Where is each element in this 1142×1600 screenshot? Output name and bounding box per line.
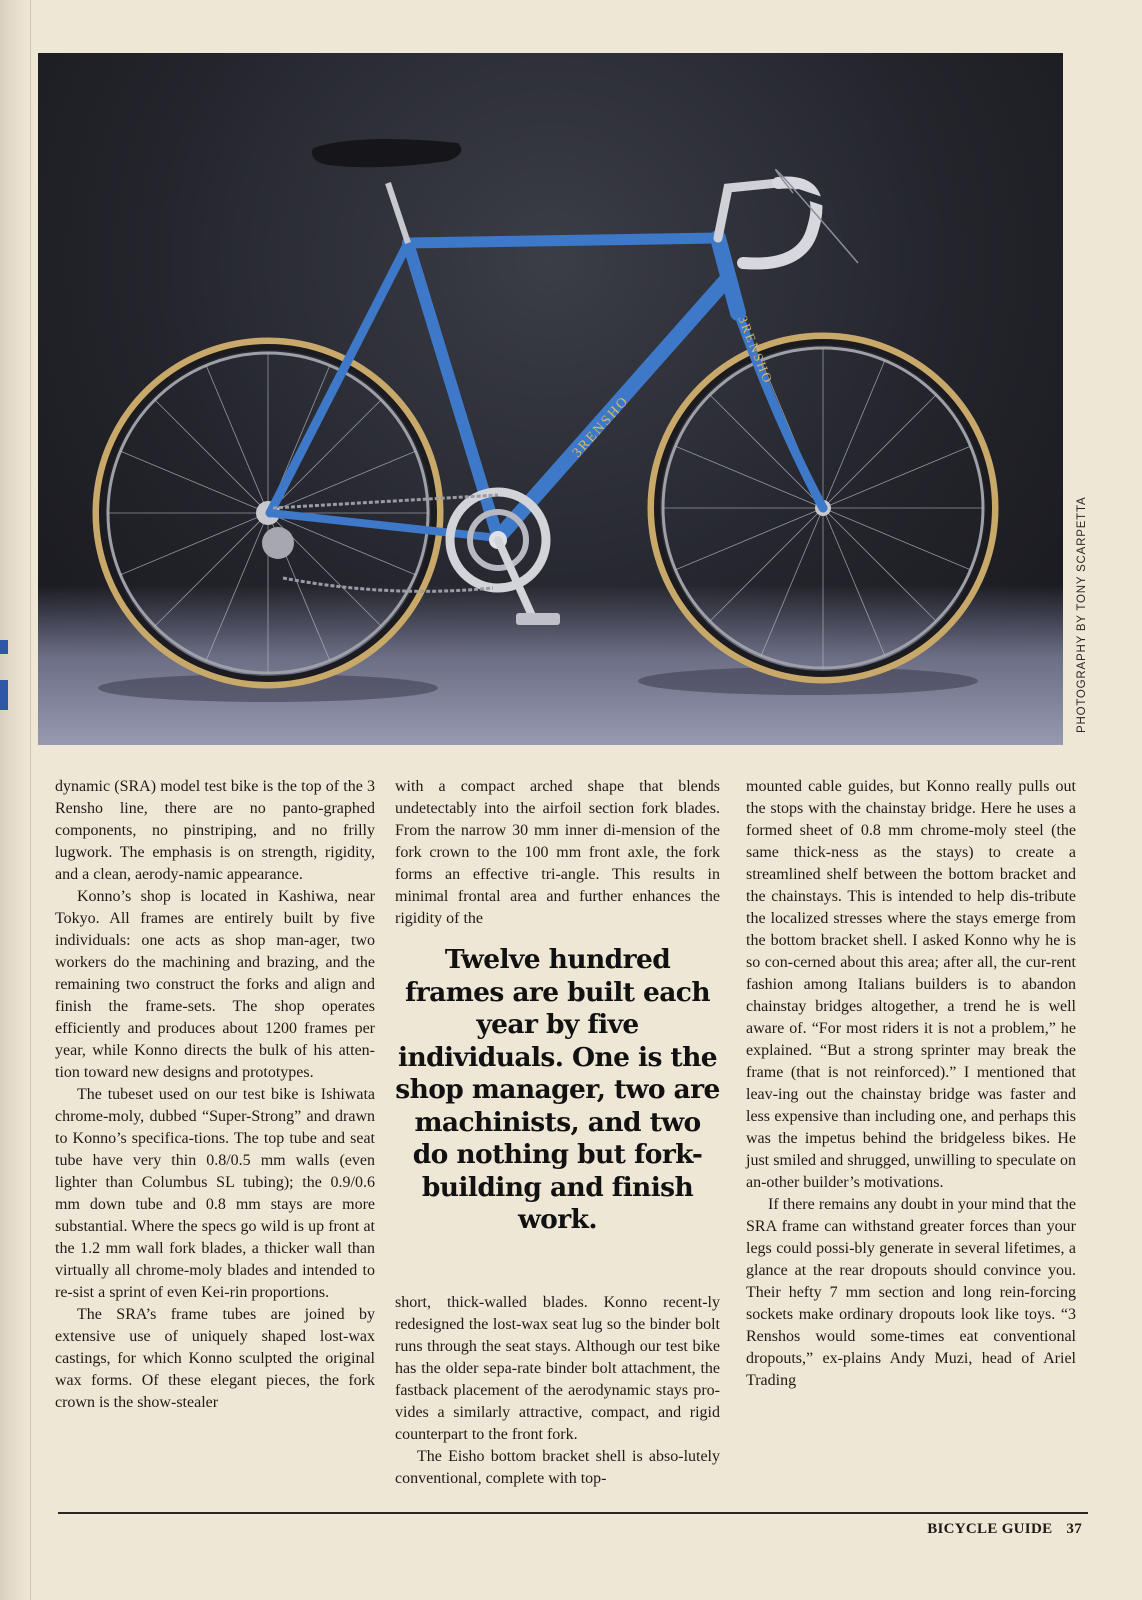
paragraph: mounted cable guides, but Konno really pulls out the stops with the chainstay bridge. Here he uses a formed sheet of 0.8 mm chrome-moly steel (the same thick-ness as the stays) to create a streamlined shelf between the bottom bracket and the chainstays. This is intended to help dis-tribute the localized stresses where the stays emerge from the bottom bracket shell. I asked Konno why he is so con-cerned about this area; after all, the cur-rent fashion among Italians builders is to abandon chainstay bridges altogether, a trend he is well aware of. “For most riders it is not a problem,” he explained. “But a strong sprinter may break the frame (that is not reinforced).” I mentioned that leav-ing out the chainstay bridge was faster and less expensive than including one, and perhaps this was the impetus behind the bridgeless bikes. He just smiled and shrugged, unwilling to speculate on an-other builder’s motivations. xyxy=(746,778,1076,1191)
gutter-mark xyxy=(0,680,8,710)
paragraph: short, thick-walled blades. Konno recent-ly redesigned the lost-wax seat lug so the binder bolt runs through the seat stays. Although our test bike has the older sepa-rate binder bolt attachment, the fastback placement of the aerodynamic stays pro-vides a similarly attractive, compact, and rigid counterpart to the front fork. xyxy=(395,1294,720,1443)
saddle xyxy=(312,139,461,167)
downtube-decal: 3RENSHO xyxy=(569,393,633,461)
paragraph: with a compact arched shape that blends undetectably into the airfoil section fork blades. From the narrow 30 mm inner di-mension of the fork crown to the 100 mm front axle, the fork forms an effective tri-angle. This results in minimal frontal area and further enhances the rigidity of the xyxy=(395,778,720,927)
binding-gutter xyxy=(0,0,31,1600)
column-1 xyxy=(55,776,375,1414)
photo-credit: PHOTOGRAPHY BY TONY SCARPETTA xyxy=(1076,496,1088,733)
page-footer xyxy=(927,1521,1082,1538)
magazine-name: BICYCLE GUIDE xyxy=(927,1521,1053,1537)
paragraph: The tubeset used on our test bike is Ishiwata chrome-moly, dubbed “Super-Strong” and drawn to Konno’s specifica-tions. The top tube and seat tube have very thin 0.8/0.5 mm walls (even lighter than Columbus SL tubing); the 0.9/0.6 mm down tube and 0.8 mm stays are more substantial. Where the specs go wild is up front at the 1.2 mm wall fork blades, a thicker wall than virtually all chrome-moly blades and intended to re-sist a sprint of even Kei-rin proportions. xyxy=(55,1086,375,1301)
pedal xyxy=(516,613,560,625)
paragraph: If there remains any doubt in your mind that the SRA frame can withstand greater forces than your legs could possi-bly generate in several lifetimes, a glance at the rear dropouts should convince you. Their hefty 7 mm section and long rein-forcing sockets make ordinary dropouts look like toys. “3 Renshos would some-times eat conventional dropouts,” ex-plains Andy Muzi, head of Ariel Trading xyxy=(746,1196,1076,1389)
footer-rule xyxy=(58,1512,1088,1514)
paragraph: The SRA’s frame tubes are joined by extensive use of uniquely shaped lost-wax castings, for which Konno sculpted the original wax forms. Of these elegant pieces, the fork crown is the show-stealer xyxy=(55,1306,375,1411)
paragraph: Konno’s shop is located in Kashiwa, near Tokyo. All frames are entirely built by five individuals: one acts as shop man-ager, two workers do the machining and brazing, and the remaining two construct the forks and align and finish the frame-sets. The shop operates efficiently and produces about 1200 frames per year, while Konno directs the bulk of his atten-tion toward new designs and prototypes. xyxy=(55,888,375,1081)
paragraph: dynamic (SRA) model test bike is the top of the 3 Rensho line, there are no panto-graphed components, no pinstriping, and no frilly lugwork. The emphasis is on strength, rigidity, and a clean, aerody-namic appearance. xyxy=(55,778,375,883)
column-2-continued xyxy=(395,1292,720,1490)
page-number: 37 xyxy=(1066,1521,1082,1537)
pull-quote: Twelve hundred frames are built each year by five individuals. One is the shop manager, two are machinists, and two do nothing but fork-building and finish work. xyxy=(395,944,720,1235)
bicycle-photo xyxy=(38,53,1063,745)
bicycle-illustration xyxy=(38,53,1063,745)
column-3 xyxy=(746,776,1076,1392)
gutter-mark xyxy=(0,640,8,654)
rear-derailleur xyxy=(262,527,294,559)
bicycle-frame xyxy=(270,238,823,538)
paragraph: The Eisho bottom bracket shell is abso-lutely conventional, complete with top- xyxy=(395,1448,720,1487)
fork-decal: 3RENSHO xyxy=(735,313,777,387)
